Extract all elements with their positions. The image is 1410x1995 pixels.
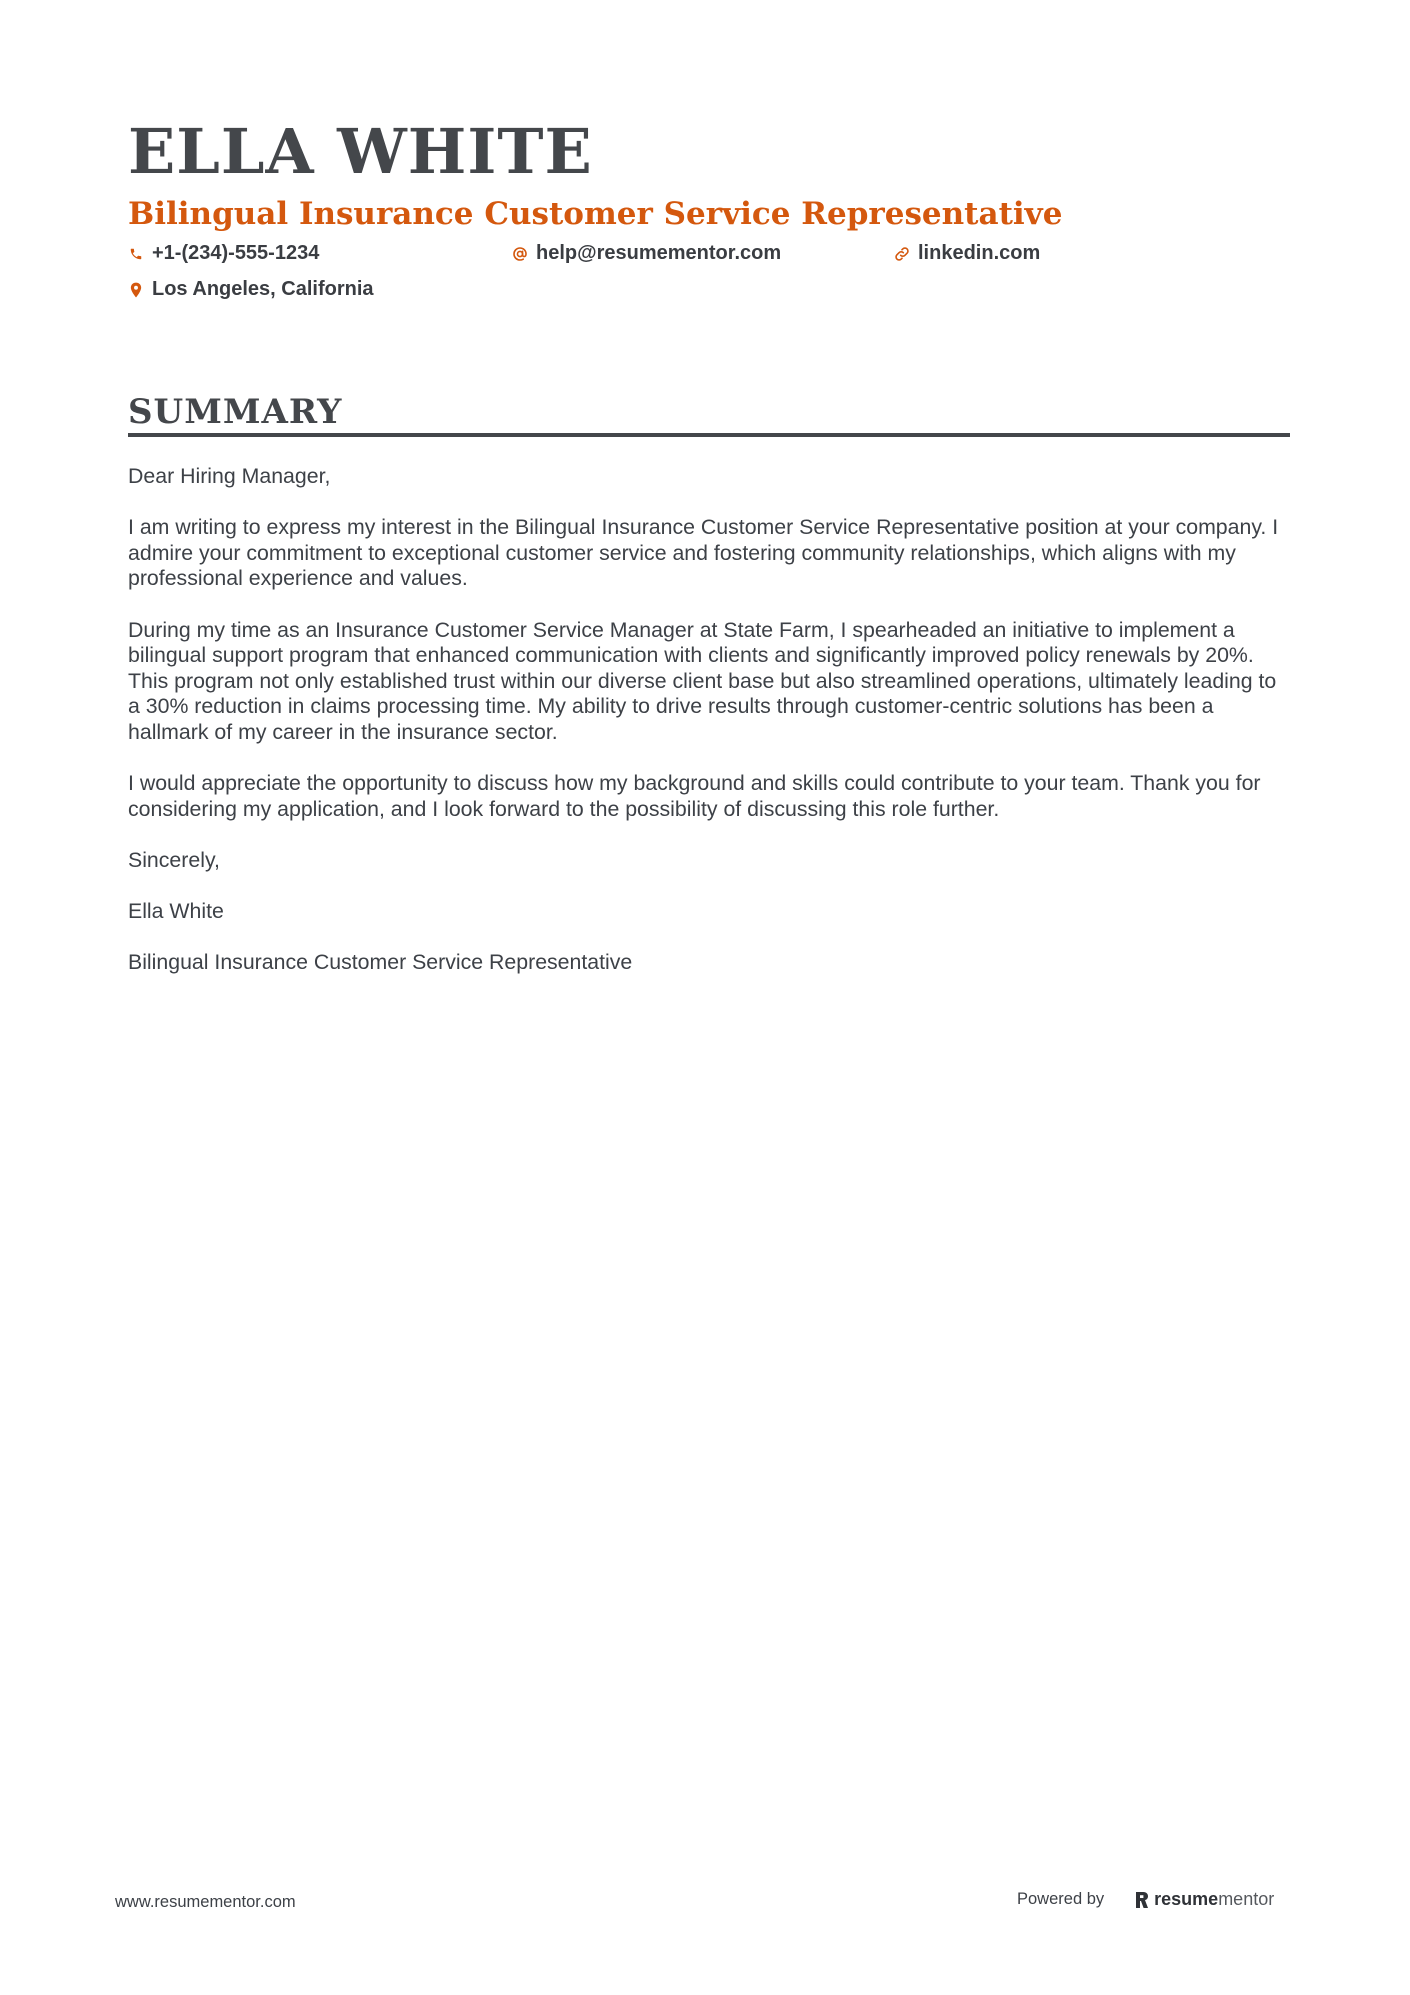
signature-title: Bilingual Insurance Customer Service Representative bbox=[128, 950, 633, 975]
resumementor-logo[interactable] bbox=[1134, 1889, 1274, 1910]
location-text: Los Angeles, California bbox=[152, 278, 374, 300]
brand-bold: resume bbox=[1154, 1889, 1219, 1909]
closing-salutation: Sincerely, bbox=[128, 847, 220, 872]
paragraph-experience: During my time as an Insurance Customer Service Manager at State Farm, I spearheaded an initiative to implement a bilingual support program that enhanced communication with clients and significantly improved policy renewals by 20%. This program not only established trust within our diverse client base but also streamlined operations, ultimately leading to a 30% reduction in claims processing time. My ability to drive results through customer-centric solutions has been a hallmark of my career in the insurance sector. bbox=[128, 617, 1277, 744]
brand-light: mentor bbox=[1218, 1889, 1275, 1909]
header bbox=[128, 112, 1288, 314]
resumementor-logo-icon bbox=[1134, 1890, 1150, 1910]
summary-heading: SUMMARY bbox=[128, 392, 343, 432]
contact-info bbox=[128, 242, 1288, 314]
paragraph-closing: I would appreciate the opportunity to discuss how my background and skills could contribute to your team. Thank you for considering my application, and I look forward to the possibility of discussing this role further. bbox=[128, 771, 1261, 821]
link-icon bbox=[894, 246, 910, 262]
letter-body bbox=[128, 464, 1290, 1001]
section-divider bbox=[128, 433, 1290, 437]
phone-text: +1-(234)-555-1234 bbox=[152, 242, 320, 264]
candidate-name: ELLA WHITE bbox=[128, 115, 593, 188]
contact-email[interactable] bbox=[512, 242, 781, 265]
powered-by-label: Powered by bbox=[1017, 1890, 1105, 1908]
phone-icon bbox=[128, 246, 144, 262]
candidate-title: Bilingual Insurance Customer Service Representative bbox=[128, 196, 1063, 232]
signature-name: Ella White bbox=[128, 899, 224, 924]
footer-website[interactable]: www.resumementor.com bbox=[115, 1893, 296, 1911]
email-text: help@resumementor.com bbox=[536, 242, 782, 264]
link-text: linkedin.com bbox=[918, 242, 1041, 264]
map-pin-icon bbox=[128, 282, 144, 298]
contact-phone bbox=[128, 242, 319, 265]
paragraph-intro: I am writing to express my interest in the Bilingual Insurance Customer Service Representative position at your company. I admire your commitment to exceptional customer service and fostering community relationships, which aligns with my professional experience and values. bbox=[128, 515, 1279, 591]
contact-location bbox=[128, 278, 374, 301]
footer-branding bbox=[1017, 1889, 1274, 1910]
at-icon bbox=[512, 246, 528, 262]
contact-link[interactable] bbox=[894, 242, 1040, 265]
greeting: Dear Hiring Manager, bbox=[128, 464, 331, 488]
